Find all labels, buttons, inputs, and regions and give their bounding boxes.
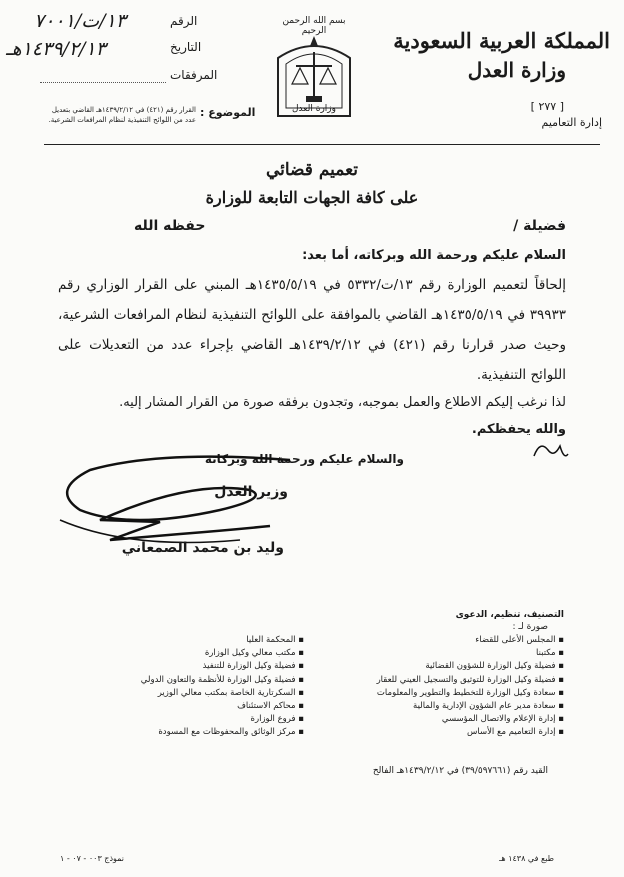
list-item: ▪ فضيلة وكيل الوزارة للأنظمة والتعاون الدولي (104, 674, 304, 687)
list-item: ▪ مركز الوثائق والمحفوظات مع المسودة (104, 726, 304, 739)
number-value: ١٣/ت/٧٠٠١ (34, 10, 126, 32)
list-item: ▪ السكرتارية الخاصة بمكتب معالي الوزير (104, 687, 304, 700)
emblem-caption: وزارة العدل (292, 104, 336, 114)
closing-salutation: والسلام عليكم ورحمة الله وبركاته (204, 452, 404, 466)
wallah-line: والله يحفظكم. (471, 422, 566, 437)
form-number: نموذج ٠٠٣ - ٠٧ - ١ (60, 854, 125, 863)
basmala: بسم الله الرحمن الرحيم (282, 16, 346, 36)
subject-label: الموضوع : (200, 106, 256, 119)
header-divider (44, 144, 600, 145)
circular-number: [ ٢٧٧ ] (530, 100, 564, 113)
date-label: التاريخ (170, 40, 202, 54)
number-label: الرقم (170, 14, 198, 28)
distribution-left-column (104, 634, 304, 740)
list-item: ▪ فضيلة وكيل الوزارة للتوثيق والتسجيل العيني للعقار (324, 674, 564, 687)
addressee: فضيلة / (513, 218, 566, 234)
ministry-name: وزارة العدل (467, 58, 566, 82)
distribution-right-column (324, 634, 564, 740)
list-item: ▪ فضيلة وكيل الوزارة للتنفيذ (104, 660, 304, 673)
signer-name: وليد بن محمد الصمعاني (121, 540, 284, 556)
signer-title: وزير العدل (214, 484, 288, 500)
circular-title: تعميم قضائي (265, 160, 359, 180)
circular-subtitle: على كافة الجهات التابعة للوزارة (205, 188, 419, 207)
list-item: ▪ محاكم الاستئناف (104, 700, 304, 713)
attachments-label: المرفقات (170, 68, 218, 82)
list-item: ▪ المحكمة العليا (104, 634, 304, 647)
paraph-icon (530, 436, 570, 466)
attachments-line (40, 82, 166, 83)
date-value: ١٤٣٩/٢/١٣هـ (6, 38, 106, 60)
honorific: حفظه الله (134, 218, 206, 234)
registration-note: القيد رقم (٣٩/٥٩٧٦٦١) في ١٤٣٩/٢/١٢هـ الفالح (372, 766, 548, 776)
print-year: طبع في ١٤٣٨ هـ (499, 854, 554, 863)
kingdom-name: المملكة العربية السعودية (393, 28, 610, 53)
body-paragraph-2: لذا نرغب إليكم الاطلاع والعمل بموجبه، وتجدون برفقه صورة من القرار المشار إليه. (119, 395, 566, 410)
classification-heading: التصنيف، تنظيم، الدعوى (455, 610, 564, 620)
list-item: ▪ سعادة مدير عام الشؤون الإدارية والمالية (324, 700, 564, 713)
department-name: إدارة التعاميم (541, 116, 602, 129)
body-paragraph-1: إلحاقاً لتعميم الوزارة رقم ١٣/ت/٥٣٣٢ في ١٤٣٥/٥/١٩هـ المبني على القرار الوزاري رقم ٣٩٩٣٣ في ١٤٣٥/٥/١٩هـ القاضي بالموافقة على اللوائح التنفيذية لنظام المرافعات الشرعية، وحيث صدر قرارنا رقم (٤٢١) في ١٤٣٩/٢/١٢هـ القاضي بإجراء عدد من التعديلات على اللوائح التنفيذية. (58, 277, 566, 383)
list-item: ▪ فضيلة وكيل الوزارة للشؤون القضائية (324, 660, 564, 673)
subject-line-2: عدد من اللوائح التنفيذية لنظام المرافعات الشرعية. (48, 116, 196, 124)
list-item: ▪ المجلس الأعلى للقضاء (324, 634, 564, 647)
list-item: ▪ فروع الوزارة (104, 713, 304, 726)
subject-line-1: القرار رقم (٤٢١) في ١٤٣٩/٢/١٢هـ القاضي بتعديل (51, 106, 196, 114)
list-item: ▪ إدارة التعاميم مع الأساس (324, 726, 564, 739)
list-item: ▪ مكتبنا (324, 647, 564, 660)
list-item: ▪ مكتب معالي وكيل الوزارة (104, 647, 304, 660)
copies-to-label: صورة لـ : (512, 622, 548, 632)
greeting: السلام عليكم ورحمة الله وبركاته، أما بعد: (302, 248, 566, 263)
list-item: ▪ سعادة وكيل الوزارة للتخطيط والتطوير والمعلومات (324, 687, 564, 700)
list-item: ▪ إدارة الإعلام والاتصال المؤسسي (324, 713, 564, 726)
